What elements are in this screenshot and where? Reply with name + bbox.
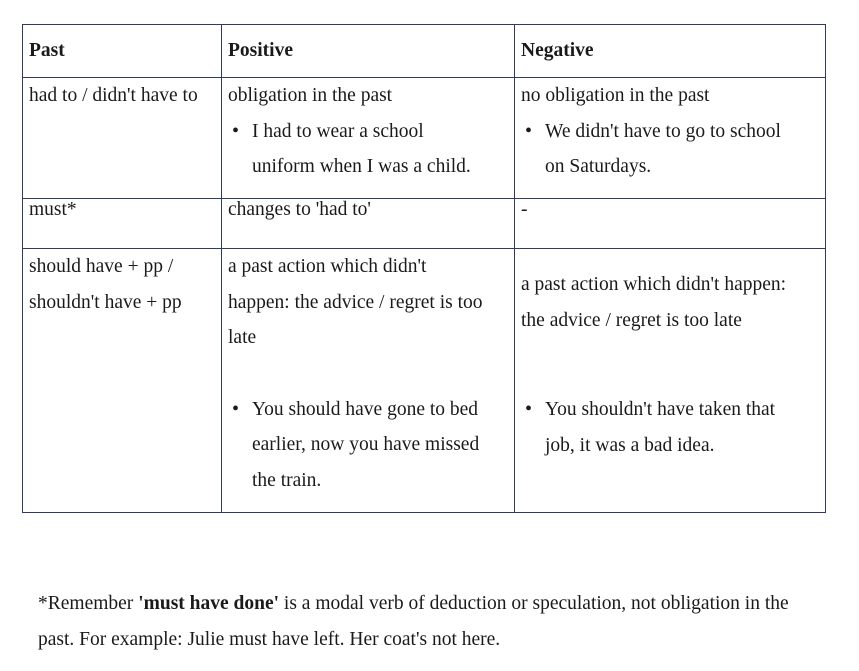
cell-positive: changes to 'had to' bbox=[222, 199, 515, 249]
past-form-line: shouldn't have + pp bbox=[29, 291, 182, 313]
negative-description-line: a past action which didn't happen: bbox=[521, 274, 787, 295]
negative-example bbox=[521, 114, 819, 185]
negative-description: no obligation in the past bbox=[521, 85, 710, 106]
header-positive: Positive bbox=[222, 25, 515, 78]
example-line: • We didn't have to go to school bbox=[545, 120, 781, 142]
example-line: the train. bbox=[252, 469, 322, 491]
positive-description-line: a past action which didn't bbox=[228, 256, 427, 277]
cell-past bbox=[23, 249, 222, 513]
example-line: earlier, now you have missed bbox=[252, 434, 480, 455]
example-line: uniform when I was a child. bbox=[252, 156, 471, 177]
cell-negative bbox=[515, 249, 826, 513]
cell-past: must* bbox=[23, 199, 222, 249]
negative-example bbox=[521, 392, 819, 463]
modal-verbs-past-table bbox=[22, 24, 826, 513]
positive-example bbox=[228, 392, 508, 499]
example-line: • I had to wear a school bbox=[252, 120, 424, 142]
footnote-emphasis: 'must have done' bbox=[138, 593, 280, 614]
header-row bbox=[23, 25, 826, 78]
negative-example-list bbox=[521, 392, 819, 463]
table-row-must bbox=[23, 199, 826, 249]
positive-description-line: happen: the advice / regret is too bbox=[228, 291, 483, 313]
cell-negative bbox=[515, 78, 826, 199]
header-negative: Negative bbox=[515, 25, 826, 78]
example-line: job, it was a bad idea. bbox=[545, 434, 715, 456]
footnote-line-1 bbox=[38, 586, 838, 622]
cell-past bbox=[23, 78, 222, 199]
cell-positive bbox=[222, 249, 515, 513]
footnote-line-2: past. For example: Julie must have left. Her coat's not here. bbox=[38, 629, 501, 650]
positive-description-line: late bbox=[228, 327, 257, 348]
example-line: • You should have gone to bed bbox=[252, 398, 479, 420]
table-row-had-to bbox=[23, 78, 826, 199]
example-line: on Saturdays. bbox=[545, 156, 652, 177]
example-line: • You shouldn't have taken that bbox=[545, 399, 776, 420]
positive-description: obligation in the past bbox=[228, 85, 393, 106]
header-past: Past bbox=[23, 25, 222, 78]
positive-example-list bbox=[228, 114, 508, 185]
table-row-should-have bbox=[23, 249, 826, 513]
cell-positive bbox=[222, 78, 515, 199]
cell-negative: - bbox=[515, 199, 826, 249]
positive-example-list bbox=[228, 392, 508, 499]
footnote-prefix: *Remember bbox=[38, 593, 139, 614]
past-form-line: should have + pp / bbox=[29, 256, 174, 277]
footnote bbox=[38, 586, 838, 658]
positive-example bbox=[228, 114, 508, 185]
footnote-rest: is a modal verb of deduction or speculation, not obligation in the bbox=[279, 593, 789, 614]
past-form: had to / didn't have to bbox=[29, 85, 198, 106]
negative-description-line: the advice / regret is too late bbox=[521, 309, 742, 331]
negative-example-list bbox=[521, 114, 819, 185]
